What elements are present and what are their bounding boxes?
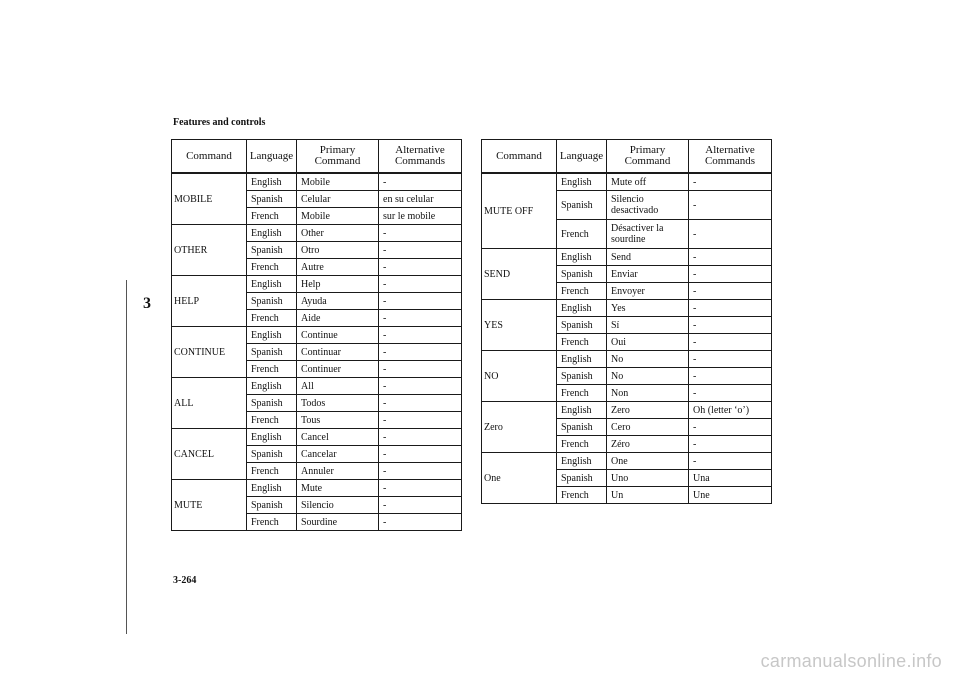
- primary-command-cell: All: [297, 378, 379, 395]
- alternative-command-cell: -: [379, 378, 462, 395]
- alternative-command-cell: -: [379, 310, 462, 327]
- language-cell: French: [247, 361, 297, 378]
- primary-command-cell: Enviar: [607, 266, 689, 283]
- primary-command-cell: No: [607, 351, 689, 368]
- primary-command-cell: Silencio desactivado: [607, 191, 689, 220]
- primary-command-cell: Aide: [297, 310, 379, 327]
- voice-command-table-right: [481, 139, 772, 504]
- language-cell: French: [247, 310, 297, 327]
- alternative-command-cell: Une: [689, 487, 772, 504]
- alternative-command-cell: -: [379, 412, 462, 429]
- alternative-command-cell: -: [379, 242, 462, 259]
- language-cell: English: [247, 378, 297, 395]
- command-cell: MUTE OFF: [482, 173, 557, 249]
- chapter-tab: [126, 280, 153, 634]
- primary-command-cell: Un: [607, 487, 689, 504]
- primary-command-cell: Continue: [297, 327, 379, 344]
- watermark: carmanualsonline.info: [760, 651, 942, 671]
- alternative-command-cell: -: [379, 327, 462, 344]
- alternative-command-cell: -: [689, 249, 772, 266]
- primary-command-cell: Celular: [297, 191, 379, 208]
- primary-command-cell: Other: [297, 225, 379, 242]
- alternative-command-cell: -: [379, 395, 462, 412]
- alternative-command-cell: -: [379, 259, 462, 276]
- voice-command-table-left: [171, 139, 462, 531]
- table-header-row: [482, 140, 772, 174]
- language-cell: English: [247, 480, 297, 497]
- column-header-alternative-commands: Alternative Commands: [379, 140, 462, 174]
- table-row: [482, 402, 772, 419]
- primary-command-cell: Zéro: [607, 436, 689, 453]
- alternative-command-cell: -: [379, 446, 462, 463]
- language-cell: English: [557, 249, 607, 266]
- primary-command-cell: Désactiver la sourdine: [607, 220, 689, 249]
- primary-command-cell: Sí: [607, 317, 689, 334]
- language-cell: Spanish: [247, 446, 297, 463]
- command-cell: One: [482, 453, 557, 504]
- primary-command-cell: Zero: [607, 402, 689, 419]
- alternative-command-cell: -: [689, 453, 772, 470]
- primary-command-cell: Envoyer: [607, 283, 689, 300]
- primary-command-cell: Send: [607, 249, 689, 266]
- primary-command-cell: No: [607, 368, 689, 385]
- language-cell: Spanish: [247, 293, 297, 310]
- language-cell: French: [557, 436, 607, 453]
- language-cell: Spanish: [557, 419, 607, 436]
- column-header-primary-command: Primary Command: [297, 140, 379, 174]
- column-header-language: Language: [557, 140, 607, 174]
- alternative-command-cell: -: [689, 220, 772, 249]
- alternative-command-cell: -: [379, 344, 462, 361]
- alternative-command-cell: -: [689, 385, 772, 402]
- language-cell: English: [247, 429, 297, 446]
- table-header-row: [172, 140, 462, 174]
- table-row: [482, 173, 772, 191]
- alternative-command-cell: -: [689, 283, 772, 300]
- alternative-command-cell: -: [689, 191, 772, 220]
- command-cell: YES: [482, 300, 557, 351]
- column-header-primary-command: Primary Command: [607, 140, 689, 174]
- alternative-command-cell: -: [379, 429, 462, 446]
- language-cell: French: [557, 220, 607, 249]
- primary-command-cell: Otro: [297, 242, 379, 259]
- primary-command-cell: Tous: [297, 412, 379, 429]
- column-header-alternative-commands: Alternative Commands: [689, 140, 772, 174]
- chapter-number: 3: [143, 295, 151, 312]
- page-number: 3-264: [173, 575, 197, 586]
- alternative-command-cell: -: [379, 497, 462, 514]
- table-row: [172, 173, 462, 191]
- primary-command-cell: Cero: [607, 419, 689, 436]
- language-cell: French: [557, 487, 607, 504]
- primary-command-cell: Mute off: [607, 173, 689, 191]
- primary-command-cell: Mute: [297, 480, 379, 497]
- alternative-command-cell: -: [689, 317, 772, 334]
- language-cell: French: [247, 412, 297, 429]
- table-row: [172, 276, 462, 293]
- primary-command-cell: Autre: [297, 259, 379, 276]
- command-cell: OTHER: [172, 225, 247, 276]
- primary-command-cell: Sourdine: [297, 514, 379, 531]
- command-cell: CONTINUE: [172, 327, 247, 378]
- command-cell: HELP: [172, 276, 247, 327]
- alternative-command-cell: Una: [689, 470, 772, 487]
- table-row: [172, 429, 462, 446]
- language-cell: French: [247, 259, 297, 276]
- command-cell: Zero: [482, 402, 557, 453]
- alternative-command-cell: -: [689, 436, 772, 453]
- alternative-command-cell: -: [379, 361, 462, 378]
- primary-command-cell: Cancelar: [297, 446, 379, 463]
- primary-command-cell: Oui: [607, 334, 689, 351]
- language-cell: French: [247, 208, 297, 225]
- language-cell: French: [557, 385, 607, 402]
- primary-command-cell: Yes: [607, 300, 689, 317]
- alternative-command-cell: -: [689, 300, 772, 317]
- language-cell: English: [557, 351, 607, 368]
- command-cell: NO: [482, 351, 557, 402]
- language-cell: English: [557, 402, 607, 419]
- primary-command-cell: Silencio: [297, 497, 379, 514]
- table-row: [172, 480, 462, 497]
- alternative-command-cell: Oh (letter ‘o’): [689, 402, 772, 419]
- command-cell: ALL: [172, 378, 247, 429]
- primary-command-cell: Annuler: [297, 463, 379, 480]
- language-cell: Spanish: [247, 191, 297, 208]
- language-cell: Spanish: [247, 497, 297, 514]
- primary-command-cell: Non: [607, 385, 689, 402]
- primary-command-cell: Continuar: [297, 344, 379, 361]
- primary-command-cell: One: [607, 453, 689, 470]
- primary-command-cell: Cancel: [297, 429, 379, 446]
- command-cell: CANCEL: [172, 429, 247, 480]
- alternative-command-cell: -: [379, 480, 462, 497]
- alternative-command-cell: sur le mobile: [379, 208, 462, 225]
- alternative-command-cell: -: [689, 368, 772, 385]
- primary-command-cell: Uno: [607, 470, 689, 487]
- table-row: [482, 249, 772, 266]
- column-header-language: Language: [247, 140, 297, 174]
- language-cell: English: [247, 276, 297, 293]
- language-cell: French: [557, 334, 607, 351]
- primary-command-cell: Mobile: [297, 208, 379, 225]
- table-row: [172, 225, 462, 242]
- language-cell: French: [557, 283, 607, 300]
- table-row: [482, 453, 772, 470]
- alternative-command-cell: -: [689, 334, 772, 351]
- language-cell: English: [557, 300, 607, 317]
- table-row: [482, 351, 772, 368]
- primary-command-cell: Ayuda: [297, 293, 379, 310]
- language-cell: French: [247, 463, 297, 480]
- section-title: Features and controls: [173, 117, 266, 128]
- table-row: [482, 300, 772, 317]
- alternative-command-cell: -: [689, 266, 772, 283]
- language-cell: English: [247, 173, 297, 191]
- language-cell: Spanish: [557, 368, 607, 385]
- command-cell: MUTE: [172, 480, 247, 531]
- alternative-command-cell: -: [379, 173, 462, 191]
- alternative-command-cell: -: [379, 463, 462, 480]
- alternative-command-cell: -: [379, 514, 462, 531]
- alternative-command-cell: -: [379, 293, 462, 310]
- language-cell: English: [557, 453, 607, 470]
- language-cell: English: [557, 173, 607, 191]
- alternative-command-cell: -: [689, 351, 772, 368]
- alternative-command-cell: -: [379, 276, 462, 293]
- language-cell: Spanish: [557, 191, 607, 220]
- primary-command-cell: Todos: [297, 395, 379, 412]
- alternative-command-cell: -: [689, 173, 772, 191]
- language-cell: French: [247, 514, 297, 531]
- language-cell: Spanish: [557, 266, 607, 283]
- column-header-command: Command: [482, 140, 557, 174]
- table-row: [172, 378, 462, 395]
- alternative-command-cell: -: [379, 225, 462, 242]
- language-cell: Spanish: [557, 470, 607, 487]
- language-cell: Spanish: [247, 395, 297, 412]
- column-header-command: Command: [172, 140, 247, 174]
- command-cell: SEND: [482, 249, 557, 300]
- language-cell: English: [247, 327, 297, 344]
- alternative-command-cell: en su celular: [379, 191, 462, 208]
- primary-command-cell: Help: [297, 276, 379, 293]
- table-row: [172, 327, 462, 344]
- language-cell: English: [247, 225, 297, 242]
- language-cell: Spanish: [247, 344, 297, 361]
- alternative-command-cell: -: [689, 419, 772, 436]
- primary-command-cell: Continuer: [297, 361, 379, 378]
- language-cell: Spanish: [247, 242, 297, 259]
- command-cell: MOBILE: [172, 173, 247, 225]
- language-cell: Spanish: [557, 317, 607, 334]
- primary-command-cell: Mobile: [297, 173, 379, 191]
